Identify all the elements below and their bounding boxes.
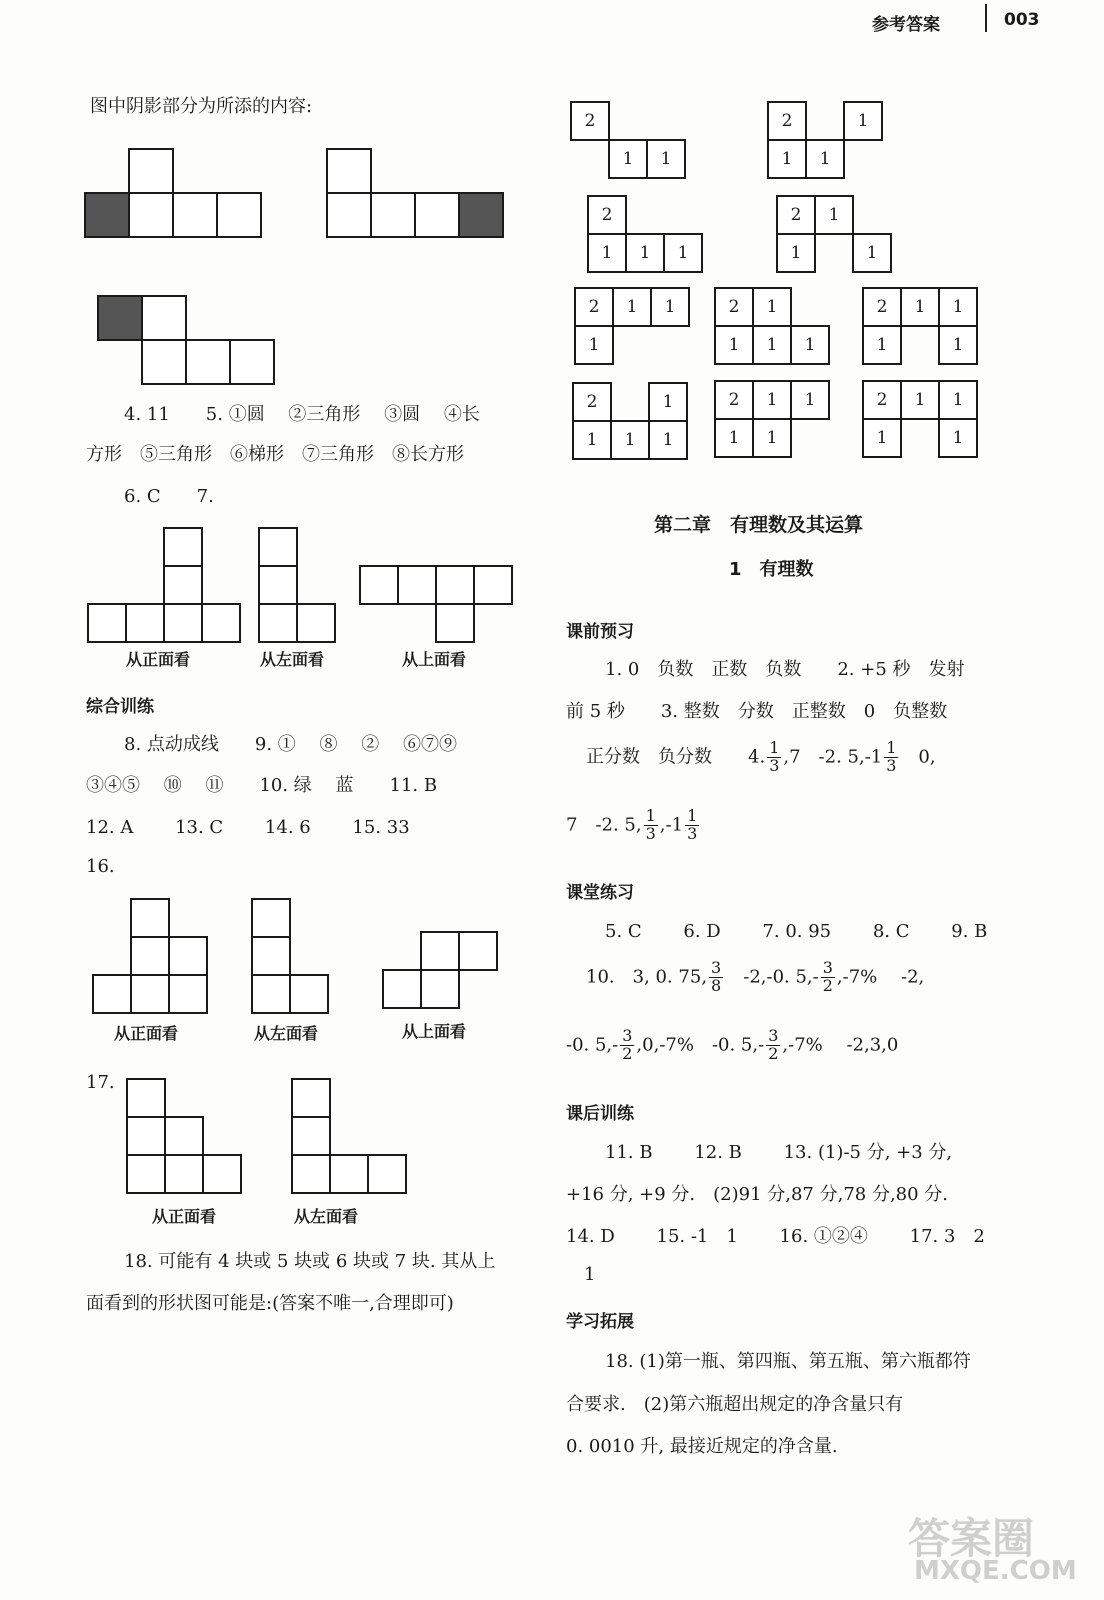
- intro-text: 图中阴影部分为所添的内容:: [90, 96, 313, 117]
- grid-cell: 1: [610, 420, 650, 460]
- grid-cell: [251, 974, 291, 1014]
- grid-cell: 2: [714, 287, 754, 327]
- grid-cell: 2: [570, 101, 610, 141]
- grid-cell: [126, 1116, 166, 1156]
- grid-cell: 1: [776, 233, 816, 273]
- grid-cell: 1: [625, 233, 665, 273]
- grid-cell: 2: [776, 195, 816, 235]
- grid-cell: [185, 339, 231, 385]
- preview-line-4-lead: 7 -2. 5,: [566, 814, 642, 836]
- grid-cell: 1: [938, 325, 978, 365]
- answer-12-15: 12. A 13. C 14. 6 15. 33: [86, 817, 410, 838]
- grid-cell: [291, 1078, 331, 1118]
- grid-cell: 1: [714, 325, 754, 365]
- grid-cell: [251, 898, 291, 938]
- watermark-logo: 答案圈: [908, 1514, 1035, 1563]
- grid-cell: [87, 603, 127, 643]
- grid-cell: 1: [574, 325, 614, 365]
- grid-cell: 2: [572, 382, 612, 422]
- fraction-three-eighths: [709, 960, 723, 995]
- caption-left-view: 从左面看: [254, 1024, 319, 1043]
- fraction-denominator: 3: [687, 823, 698, 843]
- grid-cell: [164, 1116, 204, 1156]
- grid-cell: [92, 974, 132, 1014]
- grid-cell: 1: [814, 195, 854, 235]
- grid-cell: 1: [805, 139, 845, 179]
- extension-line-1: 18. (1)第一瓶、第四瓶、第五瓶、第六瓶都符: [605, 1351, 971, 1372]
- fraction-one-third: [884, 740, 898, 775]
- grid-cell-shaded: [97, 295, 143, 341]
- grid-cell: 1: [612, 287, 652, 327]
- answer-6-7: 6. C 7.: [124, 486, 214, 507]
- grid-cell: 1: [862, 418, 902, 458]
- preview-line-3: [586, 740, 936, 775]
- fraction-numerator: 1: [687, 806, 698, 825]
- header-divider: [985, 4, 987, 32]
- caption-top-view: 从上面看: [402, 650, 467, 669]
- preview-line-3-lead: 正分数 负分数 4.: [586, 746, 766, 768]
- grid-cell: [126, 1154, 166, 1194]
- after-line-2: +16 分, +9 分. (2)91 分,87 分,78 分,80 分.: [566, 1184, 949, 1205]
- grid-cell: [420, 931, 460, 971]
- grid-cell: [420, 969, 460, 1009]
- fraction-denominator: 3: [645, 823, 656, 843]
- grid-cell: 1: [752, 418, 792, 458]
- fraction-one-third: [685, 808, 699, 843]
- caption-front-view: 从正面看: [152, 1207, 217, 1226]
- grid-cell: 2: [587, 195, 627, 235]
- grid-cell: 1: [648, 382, 688, 422]
- grid-cell: [128, 192, 174, 238]
- fraction-numerator: 3: [622, 1026, 633, 1045]
- header-title: 参考答案: [872, 15, 940, 35]
- grid-cell: 1: [938, 287, 978, 327]
- grid-cell: [258, 603, 298, 643]
- answer-8-9: 8. 点动成线 9. ① ⑧ ② ⑥⑦⑨: [124, 734, 457, 755]
- fraction-numerator: 1: [769, 738, 780, 757]
- grid-cell: [473, 565, 513, 605]
- class-line-2: [586, 960, 924, 995]
- grid-cell: 2: [767, 101, 807, 141]
- grid-cell: [296, 603, 336, 643]
- after-line-4: 1: [584, 1264, 596, 1285]
- grid-cell: 1: [752, 287, 792, 327]
- grid-cell: 1: [572, 420, 612, 460]
- class-line-3-mid: ,0,-7% -0. 5,-: [636, 1034, 765, 1056]
- grid-cell: [291, 1154, 331, 1194]
- preview-line-3-mid: ,7 -2. 5,-1: [783, 746, 883, 768]
- grid-cell: 1: [714, 418, 754, 458]
- fraction-one-third: [767, 740, 781, 775]
- section-after-class: 课后训练: [566, 1104, 634, 1124]
- grid-cell: [251, 936, 291, 976]
- preview-line-4: [566, 808, 701, 843]
- grid-cell: 1: [587, 233, 627, 273]
- grid-cell: 1: [663, 233, 703, 273]
- grid-cell: [258, 565, 298, 605]
- grid-cell-shaded: [458, 192, 504, 238]
- fraction-numerator: 1: [645, 806, 656, 825]
- grid-cell: 2: [862, 380, 902, 420]
- fraction-denominator: 3: [886, 755, 897, 775]
- answer-4-5-line2: 方形 ⑤三角形 ⑥梯形 ⑦三角形 ⑧长方形: [86, 444, 464, 465]
- grid-cell: [164, 1154, 204, 1194]
- after-line-1: 11. B 12. B 13. (1)-5 分, +3 分,: [605, 1142, 953, 1163]
- answer-18-line2: 面看到的形状图可能是:(答案不唯一,合理即可): [86, 1293, 454, 1314]
- grid-cell: [291, 1116, 331, 1156]
- grid-cell: [414, 192, 460, 238]
- page-number: 003: [1004, 10, 1040, 30]
- grid-cell: [141, 339, 187, 385]
- grid-cell: [163, 603, 203, 643]
- grid-cell: [326, 192, 372, 238]
- class-line-2-tail: ,-7% -2,: [836, 966, 925, 988]
- grid-cell: 1: [646, 139, 686, 179]
- grid-cell: 1: [650, 287, 690, 327]
- class-line-2-mid: -2,-0. 5,-: [725, 966, 819, 988]
- grid-cell-shaded: [84, 192, 130, 238]
- grid-cell: 1: [790, 325, 830, 365]
- grid-cell: [163, 565, 203, 605]
- grid-cell: [130, 974, 170, 1014]
- grid-cell: 1: [752, 325, 792, 365]
- grid-cell: [172, 192, 218, 238]
- grid-cell: [163, 527, 203, 567]
- fraction-three-halves: [821, 960, 835, 995]
- fraction-numerator: 3: [711, 958, 722, 977]
- fraction-three-halves: [620, 1028, 634, 1063]
- after-line-3: 14. D 15. -1 1 16. ①②④ 17. 3 2: [566, 1226, 985, 1247]
- grid-cell: [130, 898, 170, 938]
- grid-cell: [367, 1154, 407, 1194]
- caption-front-view: 从正面看: [126, 650, 191, 669]
- grid-cell: 1: [852, 233, 892, 273]
- fraction-numerator: 1: [886, 738, 897, 757]
- grid-cell: [216, 192, 262, 238]
- extension-line-3: 0. 0010 升, 最接近规定的净含量.: [566, 1436, 838, 1457]
- grid-cell: 1: [767, 139, 807, 179]
- grid-cell: [382, 969, 422, 1009]
- caption-front-view: 从正面看: [114, 1024, 179, 1043]
- fraction-numerator: 3: [768, 1026, 779, 1045]
- answer-18-line1: 18. 可能有 4 块或 5 块或 6 块或 7 块. 其从上: [124, 1251, 496, 1272]
- grid-cell: [258, 527, 298, 567]
- grid-cell: 1: [900, 287, 940, 327]
- preview-line-1: 1. 0 负数 正数 负数 2. +5 秒 发射: [605, 659, 965, 680]
- grid-cell: [458, 931, 498, 971]
- fraction-denominator: 2: [822, 975, 833, 995]
- fraction-three-halves: [766, 1028, 780, 1063]
- preview-line-2: 前 5 秒 3. 整数 分数 正整数 0 负整数: [566, 701, 948, 722]
- grid-cell: [326, 148, 372, 194]
- grid-cell: [435, 603, 475, 643]
- answer-17-label: 17.: [86, 1072, 115, 1093]
- grid-cell: [130, 936, 170, 976]
- grid-cell: [168, 936, 208, 976]
- fraction-numerator: 3: [822, 958, 833, 977]
- grid-cell: 1: [938, 418, 978, 458]
- fraction-denominator: 2: [622, 1043, 633, 1063]
- preview-line-4-mid: ,-1: [659, 814, 684, 836]
- class-line-3: [566, 1028, 898, 1063]
- extension-line-2: 合要求. (2)第六瓶超出规定的净含量只有: [566, 1394, 904, 1415]
- class-line-1: 5. C 6. D 7. 0. 95 8. C 9. B: [605, 921, 988, 942]
- fraction-denominator: 2: [768, 1043, 779, 1063]
- grid-cell: [125, 603, 165, 643]
- answer-9-11: ③④⑤ ⑩ ⑪ 10. 绿 蓝 11. B: [86, 775, 438, 796]
- fraction-denominator: 8: [711, 975, 722, 995]
- section-extension: 学习拓展: [566, 1312, 634, 1332]
- grid-cell: [202, 1154, 242, 1194]
- grid-cell: 1: [900, 380, 940, 420]
- caption-left-view: 从左面看: [294, 1207, 359, 1226]
- grid-cell: 1: [843, 101, 883, 141]
- grid-cell: 2: [714, 380, 754, 420]
- caption-left-view: 从左面看: [260, 650, 325, 669]
- caption-top-view: 从上面看: [402, 1022, 467, 1041]
- grid-cell: [229, 339, 275, 385]
- grid-cell: [397, 565, 437, 605]
- grid-cell: [359, 565, 399, 605]
- class-line-3-tail: ,-7% -2,3,0: [782, 1034, 899, 1056]
- class-line-2-lead: 10. 3, 0. 75,: [586, 966, 708, 988]
- section-preview: 课前预习: [566, 622, 634, 642]
- grid-cell: [168, 974, 208, 1014]
- grid-cell: 1: [752, 380, 792, 420]
- chapter-title: 第二章 有理数及其运算: [654, 514, 864, 536]
- grid-cell: [128, 148, 174, 194]
- lesson-title: 1 有理数: [729, 559, 814, 580]
- answer-4-5-line1: 4. 11 5. ①圆 ②三角形 ③圆 ④长: [124, 404, 480, 425]
- section-comprehensive: 综合训练: [86, 697, 154, 717]
- preview-line-3-tail: 0,: [900, 746, 936, 768]
- grid-cell: 2: [574, 287, 614, 327]
- grid-cell: 1: [648, 420, 688, 460]
- answer-16-label: 16.: [86, 856, 115, 877]
- grid-cell: 1: [790, 380, 830, 420]
- class-line-3-lead: -0. 5,-: [566, 1034, 619, 1056]
- grid-cell: 1: [938, 380, 978, 420]
- grid-cell: 1: [862, 325, 902, 365]
- fraction-denominator: 3: [769, 755, 780, 775]
- grid-cell: [329, 1154, 369, 1194]
- grid-cell: [126, 1078, 166, 1118]
- grid-cell: 1: [608, 139, 648, 179]
- grid-cell: [201, 603, 241, 643]
- grid-cell: [289, 974, 329, 1014]
- grid-cell: [370, 192, 416, 238]
- grid-cell: 2: [862, 287, 902, 327]
- grid-cell: [435, 565, 475, 605]
- grid-cell: [141, 295, 187, 341]
- fraction-one-third: [644, 808, 658, 843]
- section-class-practice: 课堂练习: [566, 883, 634, 903]
- watermark-url: MXQE.COM: [914, 1556, 1077, 1586]
